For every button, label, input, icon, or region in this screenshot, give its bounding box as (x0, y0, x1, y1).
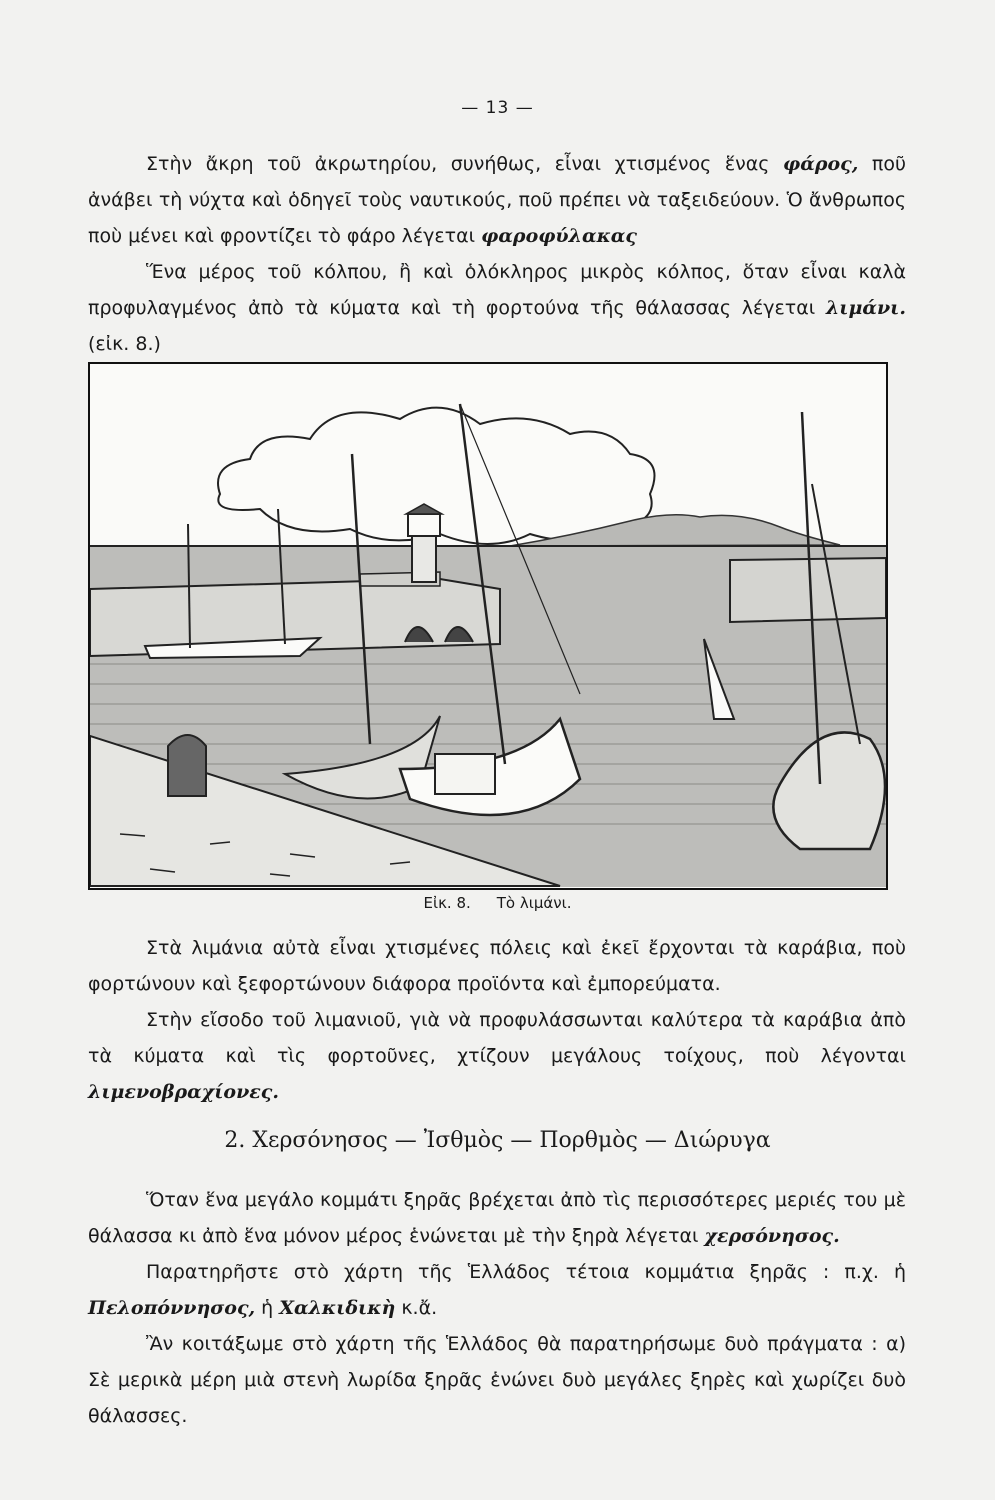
harbor-text (88, 930, 906, 1110)
section-heading: 2. Χερσόνησος — Ἰσθμὸς — Πορθμὸς — Διώρυγα (224, 1128, 771, 1153)
text-run: Στὴν ἄκρη τοῦ ἀκρωτηρίου, συνήθως, εἶναι χτισμένος ἕνας (146, 153, 784, 175)
fort-right (730, 558, 886, 622)
peninsula-text (88, 1182, 906, 1434)
paragraph-lighthouse (88, 146, 906, 254)
paragraph-peninsula-definition (88, 1182, 906, 1254)
term-chalkidiki: Χαλκιδικὴ (279, 1297, 396, 1319)
lighthouse-tower (412, 534, 436, 582)
term-peloponnese: Πελοπόννησος, (88, 1297, 256, 1319)
term-lighthouse-keeper: φαροφύλακας (481, 225, 637, 247)
term-breakwaters: λιμενοβραχίονες. (88, 1081, 279, 1103)
text-run: Παρατηρῆστε στὸ χάρτη τῆς Ἑλλάδος τέτοια κομμάτια ξηρᾶς : π.χ. ἡ (146, 1261, 906, 1283)
harbor-drawing (90, 364, 886, 888)
intro-text (88, 146, 906, 362)
harbor-illustration (88, 362, 888, 890)
bollard (168, 735, 206, 796)
caption-text: Τὸ λιμάνι. (496, 894, 572, 912)
page-number: — 13 — (461, 98, 534, 118)
text-run: Στὴν εἴσοδο τοῦ λιμανιοῦ, γιὰ νὰ προφυλάσσωνται καλύτερα τὰ καράβια ἀπὸ τὰ κύματα καὶ τὶς φορτοῦνες, χτίζουν μεγάλους τοίχους, ποὺ λέγονται (88, 1009, 906, 1067)
term-harbor: λιμάνι. (825, 297, 906, 319)
text-run: ποῦ ἀνάβει τὴ νύχτα καὶ ὁδηγεῖ τοὺς ναυτικούς, ποῦ πρέπει νὰ ταξειδεύουν. Ὁ ἄνθρωπος ποὺ μένει καὶ φροντίζει τὸ φάρο λέγεται (88, 153, 906, 247)
paragraph-harbor-definition (88, 254, 906, 362)
caption-number: Εἰκ. 8. (423, 894, 471, 912)
figure-caption (0, 894, 995, 912)
paragraph-harbor-cities: Στὰ λιμάνια αὐτὰ εἶναι χτισμένες πόλεις καὶ ἐκεῖ ἔρχονται τὰ καράβια, ποὺ φορτώνουν καὶ ξεφορτώνουν διάφορα προϊόντα καὶ ἐμπορεύματα. (88, 937, 906, 995)
term-lighthouse: φάρος, (783, 153, 859, 175)
text-run: (εἰκ. 8.) (88, 333, 161, 355)
text-run: Ὅταν ἕνα μεγάλο κομμάτι ξηρᾶς βρέχεται ἀπὸ τὶς περισσότερες μεριές του μὲ θάλασσα κι ἀπὸ ἕνα μόνον μέρος ἑνώνεται μὲ τὴν ξηρὰ λέγεται (88, 1189, 906, 1247)
text-run: Ἕνα μέρος τοῦ κόλπου, ἢ καὶ ὁλόκληρος μικρὸς κόλπος, ὅταν εἶναι καλὰ προφυλαγμένος ἀπὸ τὰ κύματα καὶ τὴ φορτούνα τῆς θάλασσας λέγεται (88, 261, 906, 319)
paragraph-isthmus-intro: Ἂν κοιτάξωμε στὸ χάρτη τῆς Ἑλλάδος θὰ παρατηρήσωμε δυὸ πράγματα : α) Σὲ μερικὰ μέρη μιὰ στενὴ λωρίδα ξηρᾶς ἑνώνει δυὸ μεγάλες ξηρὲς καὶ χωρίζει δυὸ θάλασσες. (88, 1333, 906, 1427)
text-run: κ.ἄ. (395, 1297, 438, 1319)
paragraph-breakwaters (88, 1002, 906, 1110)
paragraph-peninsula-examples (88, 1254, 906, 1326)
term-peninsula: χερσόνησος. (704, 1225, 840, 1247)
text-run: ἡ (255, 1297, 280, 1319)
